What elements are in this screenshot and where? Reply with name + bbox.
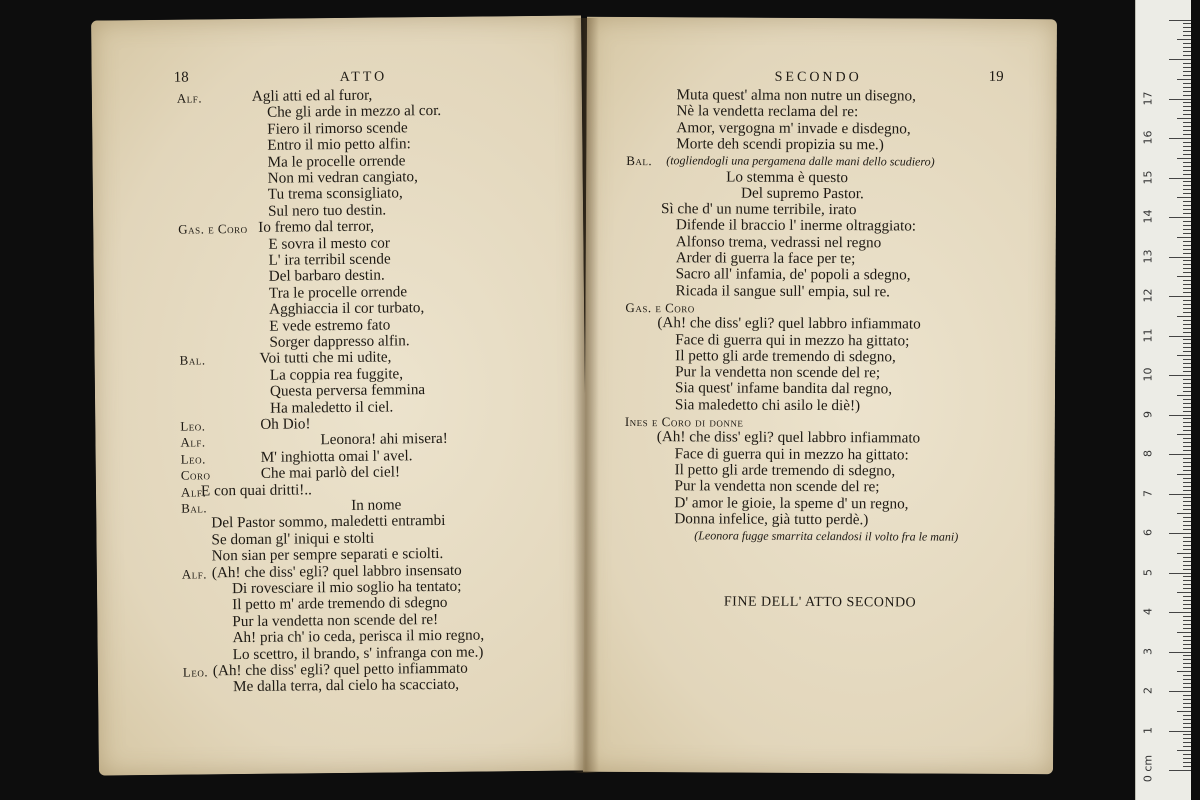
left-speaker-label: Bal. [179, 352, 206, 369]
ruler-tick [1183, 754, 1191, 755]
left-verse-line: Me dalla terra, dal cielo ha scacciato, [232, 676, 460, 696]
left-verse-line: Che gli arde in mezzo al cor. [266, 102, 442, 122]
left-speaker-label: Alf. [176, 90, 203, 106]
ruler-tick [1183, 482, 1191, 483]
ruler-number: 14 [1141, 209, 1155, 224]
ruler-tick [1183, 608, 1191, 609]
left-verse-line: E con quai dritti!.. [200, 480, 313, 500]
left-speaker-label: Coro [180, 467, 211, 483]
left-speaker-label: Alf. [181, 565, 208, 582]
left-verse-line: Ah! pria ch' io ceda, perisca il mio regno, [232, 626, 485, 647]
ruler-tick [1169, 691, 1191, 692]
left-speaker-label: Leo. [180, 418, 206, 434]
ruler-tick [1183, 766, 1191, 767]
ruler-tick [1183, 727, 1191, 728]
ruler-tick [1183, 644, 1191, 645]
ruler-tick [1183, 106, 1191, 107]
right-verse-line: Arder di guerra la face per te; [675, 249, 856, 268]
right-verse-line: Nè la vendetta reclama del re: [676, 102, 859, 121]
ruler-tick [1183, 213, 1191, 214]
ruler-number: 5 [1141, 568, 1155, 576]
right-verse-line: Face di guerra qui in mezzo ha gittato: [674, 444, 909, 464]
right-verse-line: Pur la vendetta non scende del re; [675, 363, 881, 382]
ruler-tick [1177, 632, 1191, 633]
ruler-tick [1177, 355, 1191, 356]
ruler-tick [1183, 399, 1191, 400]
right-verse-line: Sia maledetto chi asilo le diè!) [674, 395, 861, 414]
ruler-tick [1183, 466, 1191, 467]
ruler-tick [1177, 711, 1191, 712]
ruler-tick [1183, 746, 1191, 747]
left-verse-line: Del barbaro destin. [268, 266, 385, 286]
ruler-tick [1183, 426, 1191, 427]
right-verse-line: Morte deh scendi propizia su me.) [676, 135, 884, 154]
ruler-tick [1169, 99, 1191, 100]
left-verse-line: Lo scettro, il brando, s' infranga con me.) [232, 643, 484, 663]
ruler-tick [1183, 280, 1191, 281]
right-verse-line: (Ah! che diss' egli? quel labbro infiammato [656, 428, 921, 447]
right-verse-line: D' amor le gioie, la speme d' un regno, [674, 493, 909, 512]
ruler-number: 16 [1141, 130, 1155, 145]
right-verse-line: Lo stemma è questo [726, 168, 849, 186]
ruler-tick [1183, 509, 1191, 510]
ruler-tick [1183, 640, 1191, 641]
ruler-tick [1183, 351, 1191, 352]
left-verse-line: Tu trema sconsigliato, [267, 184, 403, 204]
right-speaker-label: Ines e Coro di donne [624, 413, 744, 430]
ruler-tick [1183, 170, 1191, 171]
ruler-number: 3 [1141, 647, 1155, 655]
ruler-tick [1183, 320, 1191, 321]
ruler-tick [1183, 478, 1191, 479]
ruler-tick [1183, 229, 1191, 230]
ruler-number: 11 [1141, 328, 1155, 342]
ruler-tick [1183, 659, 1191, 660]
ruler-tick [1183, 371, 1191, 372]
ruler-tick [1183, 343, 1191, 344]
ruler-tick [1183, 31, 1191, 32]
ruler-tick [1183, 707, 1191, 708]
ruler-number: 15 [1141, 170, 1155, 184]
left-speaker-label: Bal. [181, 500, 208, 516]
book-gutter [573, 18, 599, 773]
ruler-tick [1183, 27, 1191, 28]
ruler-tick [1183, 272, 1191, 273]
page-number-left: 18 [173, 69, 189, 86]
ruler-tick [1169, 454, 1191, 455]
ruler-tick [1183, 600, 1191, 601]
ruler-tick [1183, 51, 1191, 52]
ruler-tick [1183, 403, 1191, 404]
ruler-tick [1183, 71, 1191, 72]
ruler-tick [1169, 336, 1191, 337]
ruler-tick [1183, 332, 1191, 333]
ruler-tick [1183, 723, 1191, 724]
ruler-tick [1183, 569, 1191, 570]
right-verse-line: Sacro all' infamia, de' popoli a sdegno, [675, 265, 911, 284]
ruler-tick [1169, 533, 1191, 534]
left-verse-line: Non mi vedran cangiato, [267, 168, 418, 187]
ruler-tick [1183, 458, 1191, 459]
ruler-tick [1169, 20, 1191, 21]
ruler-tick [1183, 383, 1191, 384]
ruler-tick [1183, 174, 1191, 175]
ruler-tick [1183, 130, 1191, 131]
ruler-tick [1183, 624, 1191, 625]
right-verse-line: Sì che d' un nume terribile, irato [660, 200, 857, 219]
left-verse-line: Del Pastor sommo, maledetti entrambi [211, 512, 446, 532]
ruler-tick [1177, 276, 1191, 277]
left-verse-line: Leonora! ahi misera! [320, 430, 448, 449]
ruler-tick [1183, 35, 1191, 36]
ruler-tick [1183, 620, 1191, 621]
ruler-tick [1183, 126, 1191, 127]
ruler-tick [1183, 150, 1191, 151]
measuring-ruler [1135, 0, 1191, 800]
left-verse-line: (Ah! che diss' egli? quel petto infiammato [212, 659, 468, 680]
right-verse-line: Alfonso trema, vedrassi nel regno [675, 232, 882, 252]
ruler-tick [1177, 592, 1191, 593]
left-verse-line: Il petto m' arde tremendo di sdegno [232, 594, 448, 614]
left-verse-line: Tra le procelle orrende [268, 283, 408, 302]
left-verse-line: Io fremo dal terror, [258, 217, 375, 237]
ruler-tick [1183, 387, 1191, 388]
right-verse-line: Del supremo Pastor. [741, 184, 864, 203]
ruler-tick [1169, 138, 1191, 139]
ruler-tick [1183, 241, 1191, 242]
right-verse-line: (togliendogli una pergamena dalle mani dello scudiero) [666, 153, 935, 169]
ruler-tick [1183, 703, 1191, 704]
ruler-tick [1183, 470, 1191, 471]
ruler-tick [1183, 762, 1191, 763]
ruler-tick [1183, 411, 1191, 412]
ruler-tick [1183, 23, 1191, 24]
ruler-tick [1183, 324, 1191, 325]
ruler-tick [1183, 616, 1191, 617]
ruler-tick [1169, 415, 1191, 416]
page-number-right: 19 [988, 68, 1004, 85]
ruler-tick [1183, 95, 1191, 96]
ruler-tick [1183, 312, 1191, 313]
left-speaker-label: Alf. [180, 434, 206, 451]
ruler-tick [1183, 233, 1191, 234]
ruler-tick [1183, 268, 1191, 269]
ruler-tick [1183, 719, 1191, 720]
ruler-tick [1183, 734, 1191, 735]
ruler-number: 13 [1141, 249, 1155, 263]
ruler-tick [1183, 576, 1191, 577]
ruler-number: 17 [1141, 91, 1155, 105]
ruler-tick [1169, 257, 1191, 258]
right-verse-line: Muta quest' alma non nutre un disegno, [676, 86, 916, 105]
left-verse-line: In nome [351, 496, 402, 514]
ruler-tick [1183, 363, 1191, 364]
left-verse-line: E vede estremo fato [269, 316, 391, 335]
ruler-tick [1177, 553, 1191, 554]
ruler-tick [1183, 67, 1191, 68]
ruler-tick [1183, 596, 1191, 597]
ruler-tick [1183, 249, 1191, 250]
ruler-tick [1183, 300, 1191, 301]
right-verse-line: (Leonora fugge smarrita celandosi il volto fra le mani) [694, 528, 959, 544]
ruler-tick [1183, 102, 1191, 103]
ruler-tick [1183, 505, 1191, 506]
ruler-tick [1183, 87, 1191, 88]
right-verse-line: Sia quest' infame bandita dal regno, [674, 379, 893, 398]
left-speaker-label: Leo. [182, 664, 209, 680]
ruler-tick [1183, 565, 1191, 566]
ruler-tick [1183, 185, 1191, 186]
left-speaker-label: Alf. [180, 484, 207, 500]
ruler-tick [1169, 652, 1191, 653]
ruler-tick [1183, 655, 1191, 656]
ruler-tick [1183, 679, 1191, 680]
ruler-tick [1183, 715, 1191, 716]
ruler-unit-label: 0 cm [1141, 754, 1155, 783]
ruler-tick [1183, 699, 1191, 700]
ruler-tick [1169, 178, 1191, 179]
ruler-tick [1183, 584, 1191, 585]
ruler-tick [1183, 63, 1191, 64]
ruler-tick [1183, 146, 1191, 147]
left-page [91, 15, 589, 775]
ruler-tick [1183, 83, 1191, 84]
ruler-tick [1183, 264, 1191, 265]
ruler-tick [1183, 545, 1191, 546]
left-verse-line: Oh Dio! [260, 415, 311, 433]
ruler-tick [1177, 671, 1191, 672]
act-end-footer: FINE DELL' ATTO SECONDO [723, 594, 917, 611]
ruler-number: 10 [1141, 367, 1155, 382]
right-verse-line: Amor, vergogna m' invade e disdegno, [676, 118, 911, 138]
ruler-tick [1183, 134, 1191, 135]
ruler-tick [1183, 462, 1191, 463]
ruler-tick [1183, 663, 1191, 664]
ruler-tick [1183, 221, 1191, 222]
left-verse-line: Che mai parlò del ciel! [260, 463, 401, 483]
left-verse-line: (Ah! che diss' egli? quel labbro insensato [211, 561, 462, 581]
ruler-tick [1183, 328, 1191, 329]
ruler-tick [1169, 731, 1191, 732]
ruler-tick [1177, 237, 1191, 238]
ruler-tick [1183, 628, 1191, 629]
ruler-tick [1169, 573, 1191, 574]
ruler-tick [1183, 525, 1191, 526]
ruler-tick [1183, 636, 1191, 637]
ruler-tick [1183, 292, 1191, 293]
ruler-tick [1169, 494, 1191, 495]
ruler-tick [1183, 501, 1191, 502]
ruler-tick [1183, 189, 1191, 190]
ruler-tick [1183, 486, 1191, 487]
ruler-tick [1183, 521, 1191, 522]
right-verse-line: Il petto gli arde tremendo di sdegno, [674, 461, 896, 480]
ruler-tick [1183, 201, 1191, 202]
ruler-tick [1183, 758, 1191, 759]
ruler-tick [1183, 529, 1191, 530]
ruler-tick [1183, 683, 1191, 684]
right-verse-line: (Ah! che diss' egli? quel labbro infiammato [657, 314, 921, 333]
ruler-tick [1183, 304, 1191, 305]
ruler-tick [1183, 742, 1191, 743]
right-verse-line: Difende il braccio l' inerme oltraggiato: [675, 216, 917, 235]
left-verse-line: Agli atti ed al furor, [251, 86, 373, 105]
ruler-tick [1183, 359, 1191, 360]
ruler-tick [1183, 604, 1191, 605]
ruler-tick [1183, 339, 1191, 340]
ruler-tick [1183, 430, 1191, 431]
ruler-tick [1183, 253, 1191, 254]
ruler-tick [1183, 675, 1191, 676]
ruler-tick [1169, 59, 1191, 60]
ruler-tick [1183, 517, 1191, 518]
ruler-tick [1183, 418, 1191, 419]
ruler-tick [1183, 549, 1191, 550]
left-speaker-label: Gas. e Coro [178, 221, 248, 237]
ruler-tick [1183, 438, 1191, 439]
right-page [583, 17, 1057, 774]
ruler-tick [1183, 450, 1191, 451]
ruler-tick [1183, 557, 1191, 558]
ruler-tick [1183, 110, 1191, 111]
ruler-tick [1177, 39, 1191, 40]
left-verse-line: Entro il mio petto alfin: [267, 135, 411, 154]
ruler-tick [1183, 142, 1191, 143]
ruler-tick [1183, 561, 1191, 562]
ruler-tick [1183, 75, 1191, 76]
page-header-left: ATTO [339, 69, 388, 85]
ruler-tick [1183, 114, 1191, 115]
ruler-tick [1183, 91, 1191, 92]
ruler-tick [1177, 197, 1191, 198]
ruler-tick [1183, 738, 1191, 739]
ruler-tick [1169, 217, 1191, 218]
ruler-tick [1183, 422, 1191, 423]
ruler-number: 2 [1141, 687, 1155, 694]
ruler-tick [1183, 43, 1191, 44]
ruler-tick [1183, 391, 1191, 392]
ruler-tick [1177, 513, 1191, 514]
left-verse-line: Pur la vendetta non scende del re! [232, 610, 439, 630]
ruler-tick [1169, 375, 1191, 376]
ruler-tick [1183, 537, 1191, 538]
left-verse-line: E sovra il mesto cor [268, 234, 390, 253]
ruler-number: 4 [1141, 608, 1155, 615]
ruler-tick [1183, 687, 1191, 688]
ruler-number: 9 [1141, 410, 1155, 418]
left-verse-line: Questa perversa femmina [269, 381, 426, 400]
right-verse-line: Face di guerra qui in mezzo ha gittato; [675, 330, 910, 349]
ruler-tick [1183, 667, 1191, 668]
ruler-tick [1183, 55, 1191, 56]
right-verse-line: Il petto gli arde tremendo di sdegno, [675, 347, 896, 366]
ruler-tick [1177, 395, 1191, 396]
ruler-tick [1183, 446, 1191, 447]
left-verse-line: Se doman gl' iniqui e stolti [211, 529, 375, 549]
right-speaker-label: Bal. [626, 153, 653, 169]
left-verse-line: Agghiaccia il cor turbato, [269, 299, 425, 318]
ruler-tick [1177, 79, 1191, 80]
ruler-tick [1183, 308, 1191, 309]
open-book [95, 18, 1060, 778]
ruler-tick [1183, 162, 1191, 163]
ruler-tick [1183, 695, 1191, 696]
ruler-tick [1183, 648, 1191, 649]
ruler-tick [1183, 541, 1191, 542]
ruler-tick [1177, 158, 1191, 159]
ruler-tick [1183, 245, 1191, 246]
left-verse-line: Ha maledetto il ciel. [270, 398, 394, 417]
page-header-right: SECONDO [774, 69, 862, 86]
ruler-number: 1 [1141, 726, 1155, 734]
ruler-tick [1183, 407, 1191, 408]
ruler-tick [1183, 367, 1191, 368]
ruler-tick [1177, 474, 1191, 475]
right-verse-line: Pur la vendetta non scende del re; [674, 477, 880, 496]
ruler-number: 7 [1141, 489, 1155, 497]
ruler-tick [1183, 260, 1191, 261]
ruler-tick [1183, 490, 1191, 491]
ruler-tick [1183, 209, 1191, 210]
ruler-tick [1183, 442, 1191, 443]
ruler-number: 12 [1141, 288, 1155, 303]
left-verse-line: M' inghiotta omai l' avel. [260, 447, 413, 466]
left-verse-line: Ma le procelle orrende [267, 151, 406, 171]
ruler-tick [1183, 284, 1191, 285]
ruler-tick [1183, 379, 1191, 380]
ruler-tick [1183, 580, 1191, 581]
ruler-tick [1183, 122, 1191, 123]
ruler-tick [1183, 205, 1191, 206]
left-verse-line: La coppia rea fuggite, [269, 365, 404, 384]
left-verse-line: Sul nero tuo destin. [267, 201, 387, 220]
ruler-tick [1183, 497, 1191, 498]
ruler-number: 6 [1141, 529, 1155, 536]
right-speaker-label: Gas. e Coro [625, 299, 695, 316]
ruler-number: 8 [1141, 450, 1155, 457]
ruler-tick [1183, 347, 1191, 348]
left-verse-line: Non sian per sempre separati e sciolti. [211, 545, 444, 565]
ruler-tick [1177, 434, 1191, 435]
left-verse-line: Fiero il rimorso scende [267, 119, 408, 138]
ruler-tick [1177, 750, 1191, 751]
ruler-tick [1183, 288, 1191, 289]
left-verse-line: L' ira terribil scende [268, 250, 391, 269]
right-verse-line: Ricada il sangue sull' empia, sul re. [675, 281, 891, 300]
ruler-tick [1177, 316, 1191, 317]
ruler-tick [1183, 47, 1191, 48]
ruler-tick [1183, 181, 1191, 182]
left-verse-line: Di rovesciare il mio soglio ha tentato; [231, 577, 462, 598]
ruler-tick [1169, 296, 1191, 297]
ruler-tick [1183, 154, 1191, 155]
left-verse-line: Voi tutti che mi udite, [259, 348, 392, 368]
ruler-tick [1183, 166, 1191, 167]
ruler-tick [1169, 770, 1191, 771]
ruler-tick [1169, 612, 1191, 613]
ruler-tick [1183, 225, 1191, 226]
ruler-tick [1183, 193, 1191, 194]
ruler-tick [1183, 588, 1191, 589]
right-verse-line: Donna infelice, già tutto perdè.) [674, 510, 869, 529]
left-verse-line: Sorger dappresso alfin. [269, 332, 410, 351]
ruler-tick [1177, 118, 1191, 119]
left-speaker-label: Leo. [180, 451, 206, 467]
